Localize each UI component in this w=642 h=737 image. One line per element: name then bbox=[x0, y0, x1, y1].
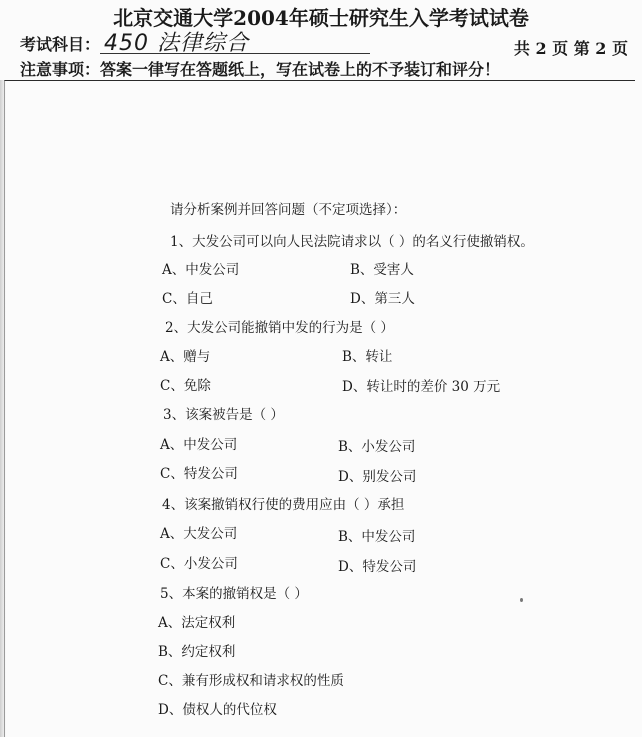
question-2-stem: 2、大发公司能撤销中发的行为是（ ） bbox=[165, 320, 394, 336]
instruction: 请分析案例并回答问题（不定项选择）： bbox=[170, 202, 407, 218]
page-count: 共 2 页 第 2 页 bbox=[513, 39, 628, 58]
question-5-option-c: C、兼有形成权和请求权的性质 bbox=[158, 673, 344, 689]
question-1-option-b: B、受害人 bbox=[350, 262, 414, 278]
question-5-option-d: D、债权人的代位权 bbox=[158, 702, 277, 718]
question-3-option-a: A、中发公司 bbox=[160, 437, 238, 453]
question-5-option-b: B、约定权利 bbox=[158, 644, 236, 660]
scan-speck bbox=[520, 598, 523, 602]
question-5-stem: 5、本案的撤销权是（ ） bbox=[160, 586, 308, 602]
question-1-option-c: C、自己 bbox=[162, 291, 213, 307]
exam-title: 北京交通大学2004年硕士研究生入学考试试卷 bbox=[113, 6, 529, 30]
question-3-option-b: B、小发公司 bbox=[338, 439, 416, 455]
question-4-option-b: B、中发公司 bbox=[338, 529, 416, 545]
subject-value: 450 法律综合 bbox=[104, 31, 249, 56]
question-4-option-d: D、特发公司 bbox=[338, 559, 417, 575]
question-3-stem: 3、该案被告是（ ） bbox=[163, 407, 284, 423]
question-2-option-b: B、转让 bbox=[342, 349, 393, 365]
question-4-option-a: A、大发公司 bbox=[160, 526, 238, 542]
question-3-option-d: D、别发公司 bbox=[338, 469, 417, 485]
question-1-option-a: A、中发公司 bbox=[162, 262, 240, 278]
question-2-option-c: C、免除 bbox=[160, 378, 211, 394]
question-3-option-c: C、特发公司 bbox=[160, 466, 238, 482]
question-4-stem: 4、该案撤销权行使的费用应由（ ）承担 bbox=[162, 497, 405, 513]
exam-notice: 注意事项：答案一律写在答题纸上，写在试卷上的不予装订和评分！ bbox=[20, 60, 501, 79]
question-2-option-a: A、赠与 bbox=[160, 349, 211, 365]
question-1-stem: 1、大发公司可以向人民法院请求以（ ）的名义行使撤销权。 bbox=[170, 234, 534, 250]
subject-label: 考试科目： bbox=[20, 35, 101, 54]
question-1-option-d: D、第三人 bbox=[350, 291, 415, 307]
question-2-option-d: D、转让时的差价 30 万元 bbox=[342, 379, 501, 395]
question-5-option-a: A、法定权利 bbox=[158, 615, 236, 631]
question-4-option-c: C、小发公司 bbox=[160, 556, 238, 572]
